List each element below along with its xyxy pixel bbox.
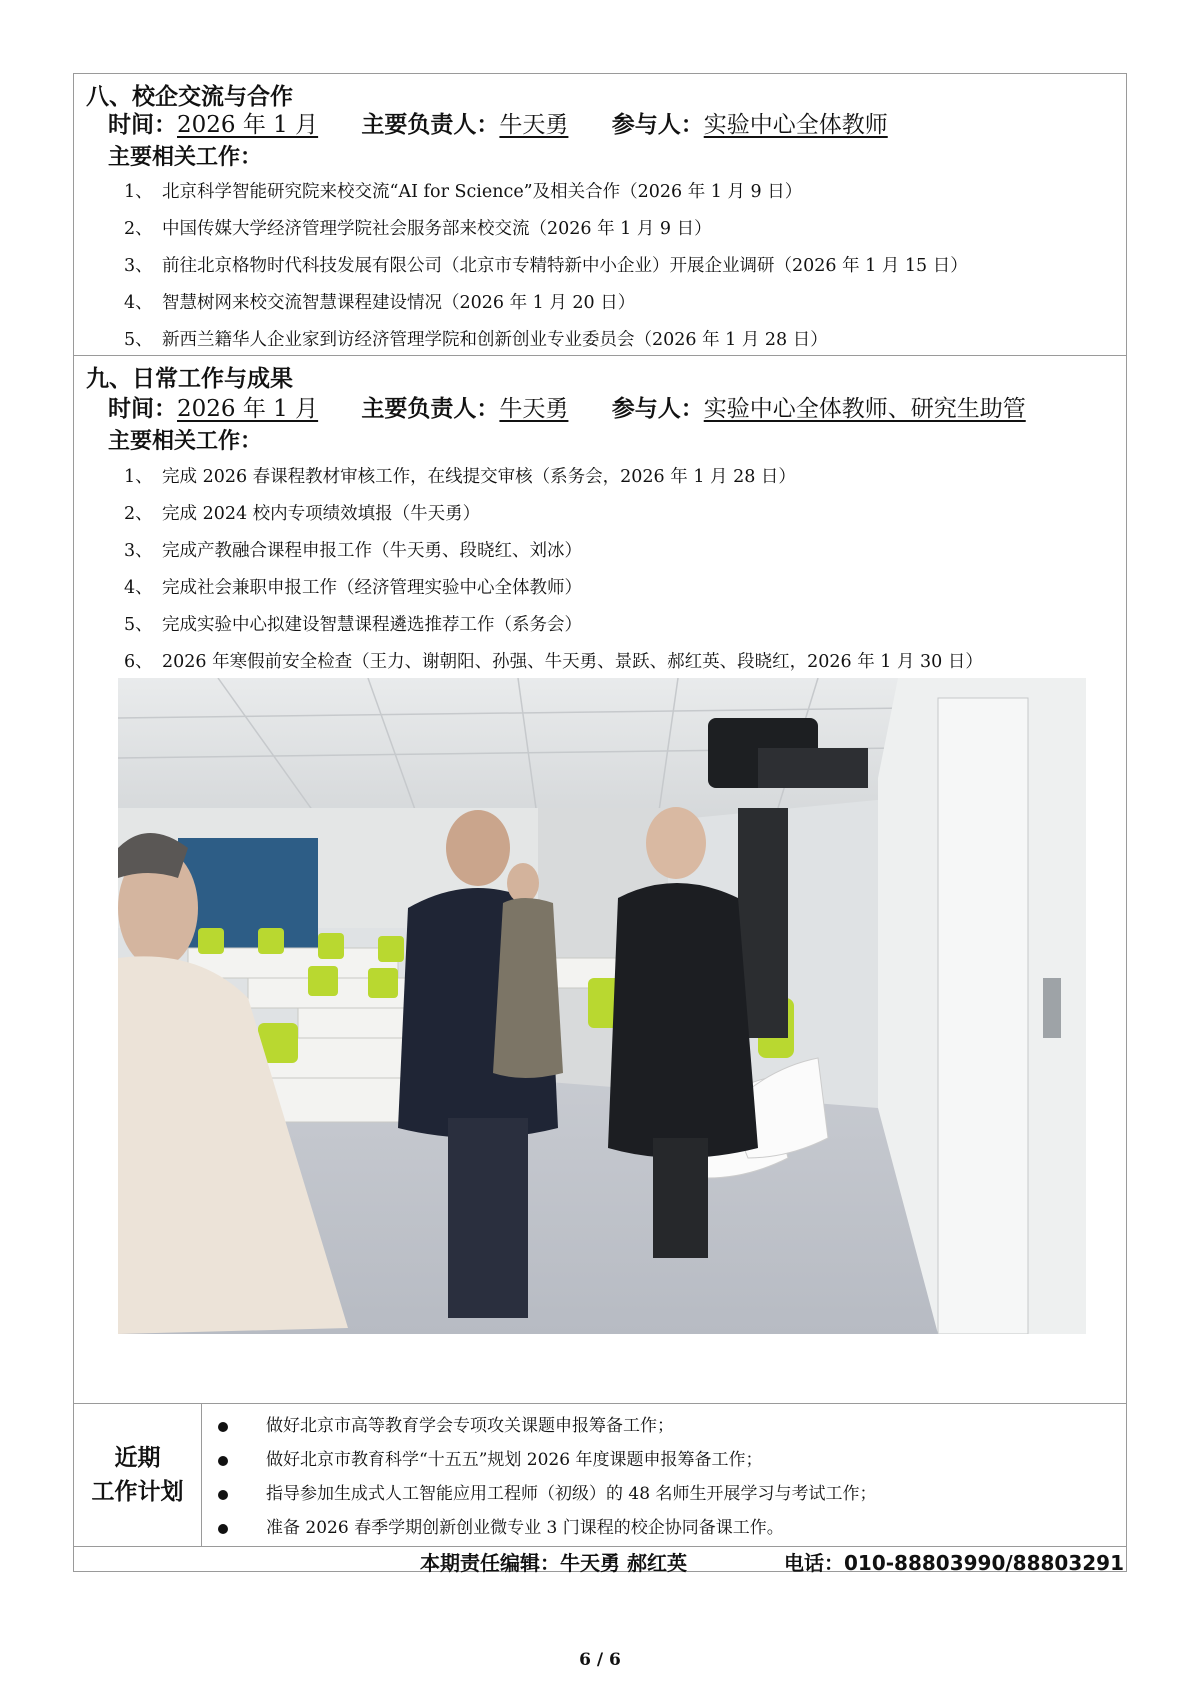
bullet-icon: [218, 1456, 228, 1466]
footer: [74, 1546, 1126, 1573]
time-label: 时间：: [108, 396, 177, 422]
time-value: 2026 年 1 月: [177, 112, 319, 138]
time-value: 2026 年 1 月: [177, 396, 319, 422]
section-meta: [108, 106, 924, 139]
plan-item: 准备 2026 春季学期创新创业微专业 3 门课程的校企协同备课工作。: [218, 1513, 784, 1538]
section-meta: [108, 390, 1062, 423]
lead-value: 牛天勇: [499, 396, 569, 422]
phone-info: 电话：010-88803990/88803291: [784, 1551, 1125, 1575]
bullet-icon: [218, 1524, 228, 1534]
participants-value: 实验中心全体教师: [703, 112, 888, 138]
list-item: 3、 前往北京格物时代科技发展有限公司（北京市专精特新中小企业）开展企业调研（2026 年 1 月 15 日）: [124, 256, 968, 276]
list-item: 5、 完成实验中心拟建设智慧课程遴选推荐工作（系务会）: [124, 615, 582, 635]
section-title: 八、校企交流与合作: [86, 84, 293, 110]
section-daily-work: [74, 356, 1126, 1403]
section-school-enterprise: [74, 74, 1126, 356]
bullet-icon: [218, 1490, 228, 1500]
list-item: 2、 完成 2024 校内专项绩效填报（牛天勇）: [124, 504, 481, 524]
participants-value: 实验中心全体教师、研究生助管: [703, 396, 1026, 422]
section-title: 九、日常工作与成果: [86, 366, 293, 392]
list-item: 4、 完成社会兼职申报工作（经济管理实验中心全体教师）: [124, 578, 582, 598]
list-item: 4、 智慧树网来校交流智慧课程建设情况（2026 年 1 月 20 日）: [124, 293, 636, 313]
sub-title: 主要相关工作：: [108, 145, 263, 170]
lead-value: 牛天勇: [499, 112, 569, 138]
list-item: 5、 新西兰籍华人企业家到访经济管理学院和创新创业专业委员会（2026 年 1 月 28 日）: [124, 330, 828, 350]
lead-label: 主要负责人：: [361, 396, 500, 422]
bullet-icon: [218, 1422, 228, 1432]
recent-plan: [74, 1403, 1126, 1546]
plan-label: 近期 工作计划: [74, 1404, 202, 1546]
plan-item: 指导参加生成式人工智能应用工程师（初级）的 48 名师生开展学习与考试工作；: [218, 1479, 876, 1504]
list-item: 1、 完成 2026 春课程教材审核工作，在线提交审核（系务会，2026 年 1 月 28 日）: [124, 467, 796, 487]
participants-label: 参与人：: [611, 112, 704, 138]
classroom-photo: [118, 678, 1086, 1334]
list-item: 2、 中国传媒大学经济管理学院社会服务部来校交流（2026 年 1 月 9 日）: [124, 219, 712, 239]
time-label: 时间：: [108, 112, 177, 138]
page-frame: [73, 73, 1127, 1575]
participants-label: 参与人：: [611, 396, 704, 422]
plan-item: 做好北京市教育科学“十五五”规划 2026 年度课题申报筹备工作；: [218, 1445, 762, 1470]
page-number: 6 / 6: [579, 1650, 621, 1670]
plan-item: 做好北京市高等教育学会专项攻关课题申报筹备工作；: [218, 1411, 674, 1436]
lead-label: 主要负责人：: [361, 112, 500, 138]
list-item: 3、 完成产教融合课程申报工作（牛天勇、段晓红、刘冰）: [124, 541, 582, 561]
list-item: 1、 北京科学智能研究院来校交流“AI for Science”及相关合作（2026 年 1 月 9 日）: [124, 182, 803, 202]
editor-info: 本期责任编辑：牛天勇 郝红英: [420, 1551, 687, 1575]
list-item: 6、 2026 年寒假前安全检查（王力、谢朝阳、孙强、牛天勇、景跃、郝红英、段晓红，2026 年 1 月 30 日）: [124, 652, 983, 672]
sub-title: 主要相关工作：: [108, 429, 263, 454]
